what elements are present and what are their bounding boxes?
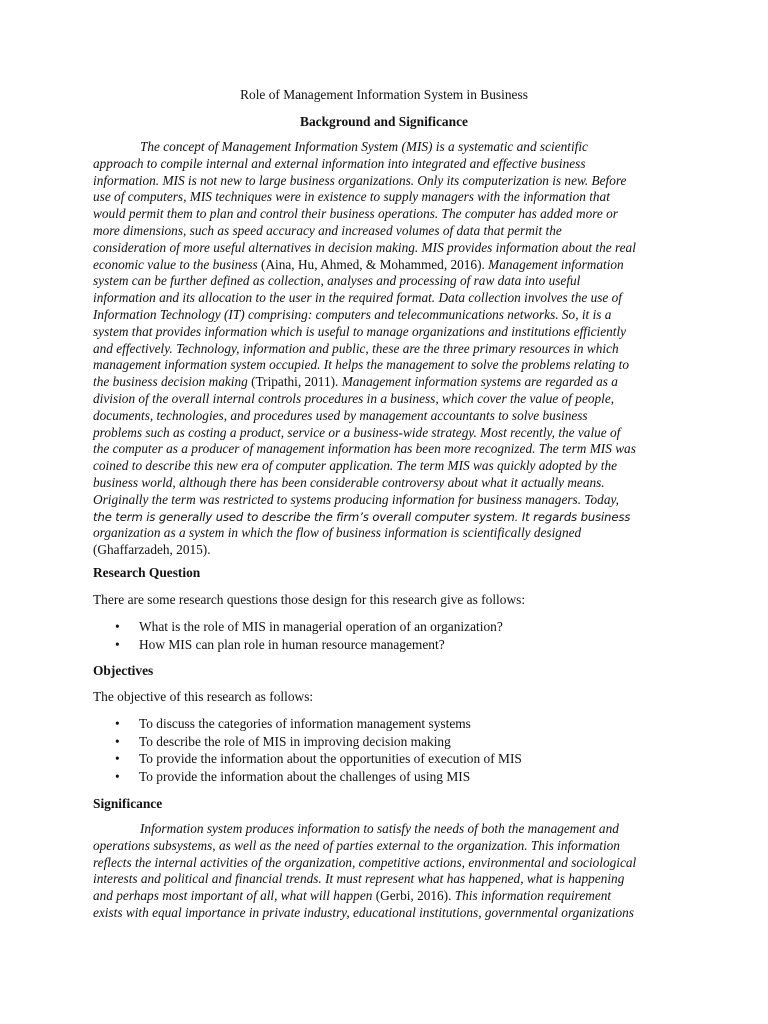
list-item — [93, 618, 683, 636]
objectives-list — [93, 715, 683, 785]
italic-text-run: information and its allocation to the user in the required format. Data collection involves the use of — [93, 290, 622, 306]
paragraph-line — [93, 189, 683, 206]
italic-text-run: and effectively. Technology, information and public, these are the three primary resources in which — [93, 340, 619, 356]
paragraph-line — [93, 492, 683, 509]
italic-text-run: business world, although there has been considerable controversy about what it actually means. — [93, 474, 605, 490]
bullet-icon: • — [115, 619, 120, 634]
italic-text-run: The concept of Management Information System (MIS) is a systematic and scientific — [140, 139, 588, 154]
italic-text-run: organization as a system in which the flow of business information is scientifically designed — [93, 525, 582, 541]
italic-text-run: documents, technologies, and procedures used by management accountants to solve business — [93, 407, 588, 423]
paragraph-line — [93, 391, 683, 408]
research-question-intro-block — [93, 591, 683, 608]
italic-text-run: the business decision making — [93, 374, 248, 390]
paragraph-line — [93, 425, 683, 442]
paragraph-line — [93, 273, 683, 290]
list-item-text: To describe the role of MIS in improving decision making — [139, 733, 451, 749]
research-question-heading: Research Question — [93, 565, 201, 580]
research-question-intro: There are some research questions those design for this research give as follows: — [93, 592, 526, 607]
paragraph-line — [93, 139, 683, 156]
italic-text-run: Information system produces information to satisfy the needs of both the management and — [140, 821, 619, 836]
research-question-list — [93, 618, 683, 653]
paragraph-line — [93, 838, 683, 855]
italic-text-run: would permit them to plan and control their business operations. The computer has added more or — [93, 206, 618, 222]
italic-text-run: approach to compile internal and external information into integrated and effective business — [93, 155, 586, 171]
background-paragraph — [93, 139, 683, 559]
paragraph-line — [93, 855, 683, 872]
bullet-icon: • — [115, 636, 120, 652]
paragraph-line — [93, 240, 683, 257]
italic-text-run: Information Technology (IT) comprising: computers and telecommunications networks. So, it is a — [93, 306, 612, 322]
list-item-text: To provide the information about the opportunities of execution of MIS — [139, 751, 522, 767]
citation-text-run: (Ghaffarzadeh, 2015). — [93, 542, 211, 558]
bullet-icon: • — [115, 751, 120, 767]
italic-text-run: problems such as costing a product, service or a business-wide strategy. Most recently, the value of — [93, 424, 621, 440]
paragraph-line — [93, 509, 683, 526]
italic-text-run: and perhaps most important of all, what will happen — [93, 888, 373, 904]
objectives-list-block — [93, 715, 683, 785]
paragraph-line — [93, 441, 683, 458]
italic-text-run: management information system occupied. It helps the management to solve the problems relating to — [93, 357, 629, 373]
italic-text-run: information. MIS is not new to large business organizations. Only its computerization is new. Before — [93, 172, 627, 188]
significance-section — [93, 795, 683, 812]
italic-text-run: the term is generally used to describe the firm’s overall computer system. It regards business — [93, 509, 631, 524]
italic-text-run: interests and political and financial trends. It must represent what has happened, what is happening — [93, 871, 625, 887]
objectives-intro-block — [93, 688, 683, 705]
paragraph-line — [93, 341, 683, 358]
italic-text-run: more dimensions, such as speed accuracy and increased volumes of data that permit the — [93, 222, 562, 238]
paragraph-line — [93, 821, 683, 838]
section-heading-background: Background and Significance — [300, 114, 468, 129]
paragraph-line — [93, 525, 683, 542]
significance-paragraph — [93, 821, 683, 922]
italic-text-run: division of the overall internal controls procedures in a business, which cover the value of people, — [93, 390, 615, 406]
list-item — [93, 636, 683, 654]
paragraph-line — [93, 871, 683, 888]
bullet-icon: • — [115, 733, 120, 749]
paragraph-line — [93, 408, 683, 425]
list-item — [93, 768, 683, 786]
list-item-text: What is the role of MIS in managerial operation of an organization? — [139, 619, 503, 634]
italic-text-run: system that provides information which is useful to manage organizations and institutions efficiently — [93, 323, 627, 339]
italic-text-run: Management information — [488, 256, 624, 272]
italic-text-run: system can be further defined as collection, analyses and processing of raw data into useful — [93, 273, 581, 289]
list-item — [93, 715, 683, 733]
list-item-text: To discuss the categories of information management systems — [139, 716, 471, 731]
paragraph-line — [93, 324, 683, 341]
list-item — [93, 750, 683, 768]
paragraph-line — [93, 542, 683, 559]
paragraph-line — [93, 374, 683, 391]
paragraph-line — [93, 307, 683, 324]
paragraph-line — [93, 888, 683, 905]
paragraph-line — [93, 173, 683, 190]
italic-text-run: consideration of more useful alternatives in decision making. MIS provides information about the real — [93, 239, 636, 255]
paragraph-line — [93, 156, 683, 173]
paragraph-line — [93, 905, 683, 922]
paragraph-line — [93, 290, 683, 307]
bullet-icon: • — [115, 716, 120, 731]
italic-text-run: coined to describe this new era of computer application. The term MIS was quickly adopted by the — [93, 458, 618, 474]
list-item-text: How MIS can plan role in human resource management? — [139, 636, 445, 652]
italic-text-run: use of computers, MIS techniques were in existence to supply managers with the information that — [93, 189, 610, 205]
citation-text-run: (Aina, Hu, Ahmed, & Mohammed, 2016). — [257, 256, 489, 272]
paragraph-line — [93, 458, 683, 475]
italic-text-run: reflects the internal activities of the organization, competitive actions, environmental and sociological — [93, 854, 637, 870]
italic-text-run: economic value to the business — [93, 256, 258, 272]
paragraph-line — [93, 206, 683, 223]
citation-text-run: (Tripathi, 2011). — [247, 374, 342, 390]
italic-text-run: exists with equal importance in private industry, educational institutions, governmental organizations — [93, 904, 634, 920]
objectives-heading: Objectives — [93, 663, 154, 678]
paragraph-line — [93, 223, 683, 240]
list-item-text: To provide the information about the challenges of using MIS — [139, 768, 471, 784]
paragraph-line — [93, 257, 683, 274]
list-item — [93, 733, 683, 751]
italic-text-run: This information requirement — [454, 888, 612, 904]
objectives-section — [93, 662, 683, 679]
research-question-section — [93, 564, 683, 581]
bullet-icon: • — [115, 768, 120, 784]
paragraph-line — [93, 475, 683, 492]
research-question-list-block — [93, 618, 683, 653]
significance-heading: Significance — [93, 796, 163, 811]
paragraph-line — [93, 357, 683, 374]
citation-text-run: (Gerbi, 2016). — [372, 888, 455, 904]
objectives-intro: The objective of this research as follows: — [93, 689, 314, 704]
italic-text-run: the computer as a producer of management information has been more recognized. The term MIS was — [93, 441, 636, 457]
document-title: Role of Management Information System in Business — [240, 87, 528, 102]
italic-text-run: operations subsystems, as well as the need of parties external to the organization. This information — [93, 837, 620, 853]
italic-text-run: Management information systems are regarded as a — [341, 374, 618, 390]
italic-text-run: Originally the term was restricted to systems producing information for business managers. Today, — [93, 491, 619, 507]
